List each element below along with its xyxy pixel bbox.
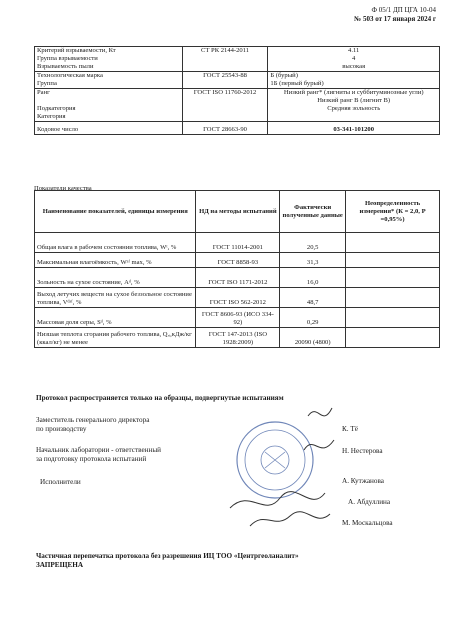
row-name: Массовая доля серы, Sᵈ, % [35,308,196,328]
classification-table [34,46,440,135]
document-header [354,6,436,24]
row-uncertainty [346,233,440,253]
row-value: 48,7 [280,288,346,308]
row-name: Общая влага в рабочем состоянии топлива, Wᵗ, % [35,233,196,253]
row-name: Технологическая марка Группа [35,72,183,89]
row-value: 31,3 [280,253,346,268]
signature-marks [300,398,340,468]
row-name: Зольность на сухое состояние, Aᵈ, % [35,268,196,288]
scope-notice: Протокол распространяется только на образцы, подвергнутые испытаниям [36,394,284,402]
row-uncertainty [346,268,440,288]
row-method: ГОСТ 11014-2001 [196,233,280,253]
row-value: 0,29 [280,308,346,328]
row-uncertainty [346,288,440,308]
row-value: 4.11 4 высокая [268,47,440,72]
row-uncertainty [346,328,440,348]
row-method: ГОСТ 25543-88 [182,72,268,89]
executors-label: Исполнители [40,478,81,486]
deputy-title: Заместитель генерального директора по производству [36,416,150,433]
quality-caption: Показатели качества [34,185,92,192]
form-code: Ф 05/1 ДП ЦГА 10-04 [371,6,436,14]
table-row [35,122,440,135]
protocol-number: № 503 от 17 января 2024 г [354,15,436,23]
row-method: ГОСТ 8858-93 [196,253,280,268]
row-value: 20,5 [280,233,346,253]
row-value: 03-341-101200 [268,122,440,135]
deputy-name: К. Тё [342,425,358,433]
row-name: Критерий взрываемости, Кт Группа взрываемости Взрываемость пыли [35,47,183,72]
row-uncertainty [346,308,440,328]
reprint-warning: Частичная перепечатка протокола без разрешения ИЦ ТОО «Центргеоланалит» ЗАПРЕЩЕНА [36,552,299,569]
row-method: ГОСТ 147-2013 (ISO 1928:2009) [196,328,280,348]
table-row [35,72,440,89]
row-uncertainty [346,253,440,268]
row-method: ГОСТ 8606-93 (ИСО 334-92) [196,308,280,328]
col-header-uncertainty: Неопределенность измерения* (К = 2,0, Р =0,95%) [346,191,440,233]
row-method: СТ РК 2144-2011 [182,47,268,72]
row-value: Б (бурый) 1Б (первый бурый) [268,72,440,89]
executor-name: А. Кутжанова [342,477,384,485]
row-name: Выход летучих веществ на сухое беззольное состояние топлива, Vᵈᵃᶠ, % [35,288,196,308]
row-value: 20090 (4800) [280,328,346,348]
executor-name: А. Абдуллина [348,498,391,506]
table-row [35,89,440,122]
row-value: 16,0 [280,268,346,288]
col-header-value: Фактически полученные данные [280,191,346,233]
quality-table [34,190,440,348]
table-row [35,288,440,308]
row-name: Ранг Подкатегория Категория [35,89,183,122]
col-header-name: Наименование показателей, единицы измерения [35,191,196,233]
row-name: Кодовое число [35,122,183,135]
executor-name: М. Москальцова [342,519,393,527]
table-header-row [35,191,440,233]
lab-head-name: Н. Нестерова [342,447,383,455]
table-row [35,328,440,348]
row-method: ГОСТ ISO 1171-2012 [196,268,280,288]
table-row [35,308,440,328]
lab-head-title: Начальник лаборатории - ответственный за подготовку протокола испытаний [36,446,161,463]
row-name: Максимальная влагоёмкость, Wᵃᶠ max, % [35,253,196,268]
table-row [35,268,440,288]
row-method: ГОСТ ISO 11760-2012 [182,89,268,122]
row-name: Низшая теплота сгорания рабочего топлива, Qᵣᵢ,кДж/кг (ккал/кг) не менее [35,328,196,348]
col-header-method: НД на методы испытаний [196,191,280,233]
row-value: Низкий ранг* (лигниты и суббитуминозные угли) Низкий ранг В (лигнит В) Средняя зольность [268,89,440,122]
table-row [35,253,440,268]
table-row [35,233,440,253]
row-method: ГОСТ ISO 562-2012 [196,288,280,308]
table-row [35,47,440,72]
row-method: ГОСТ 28663-90 [182,122,268,135]
